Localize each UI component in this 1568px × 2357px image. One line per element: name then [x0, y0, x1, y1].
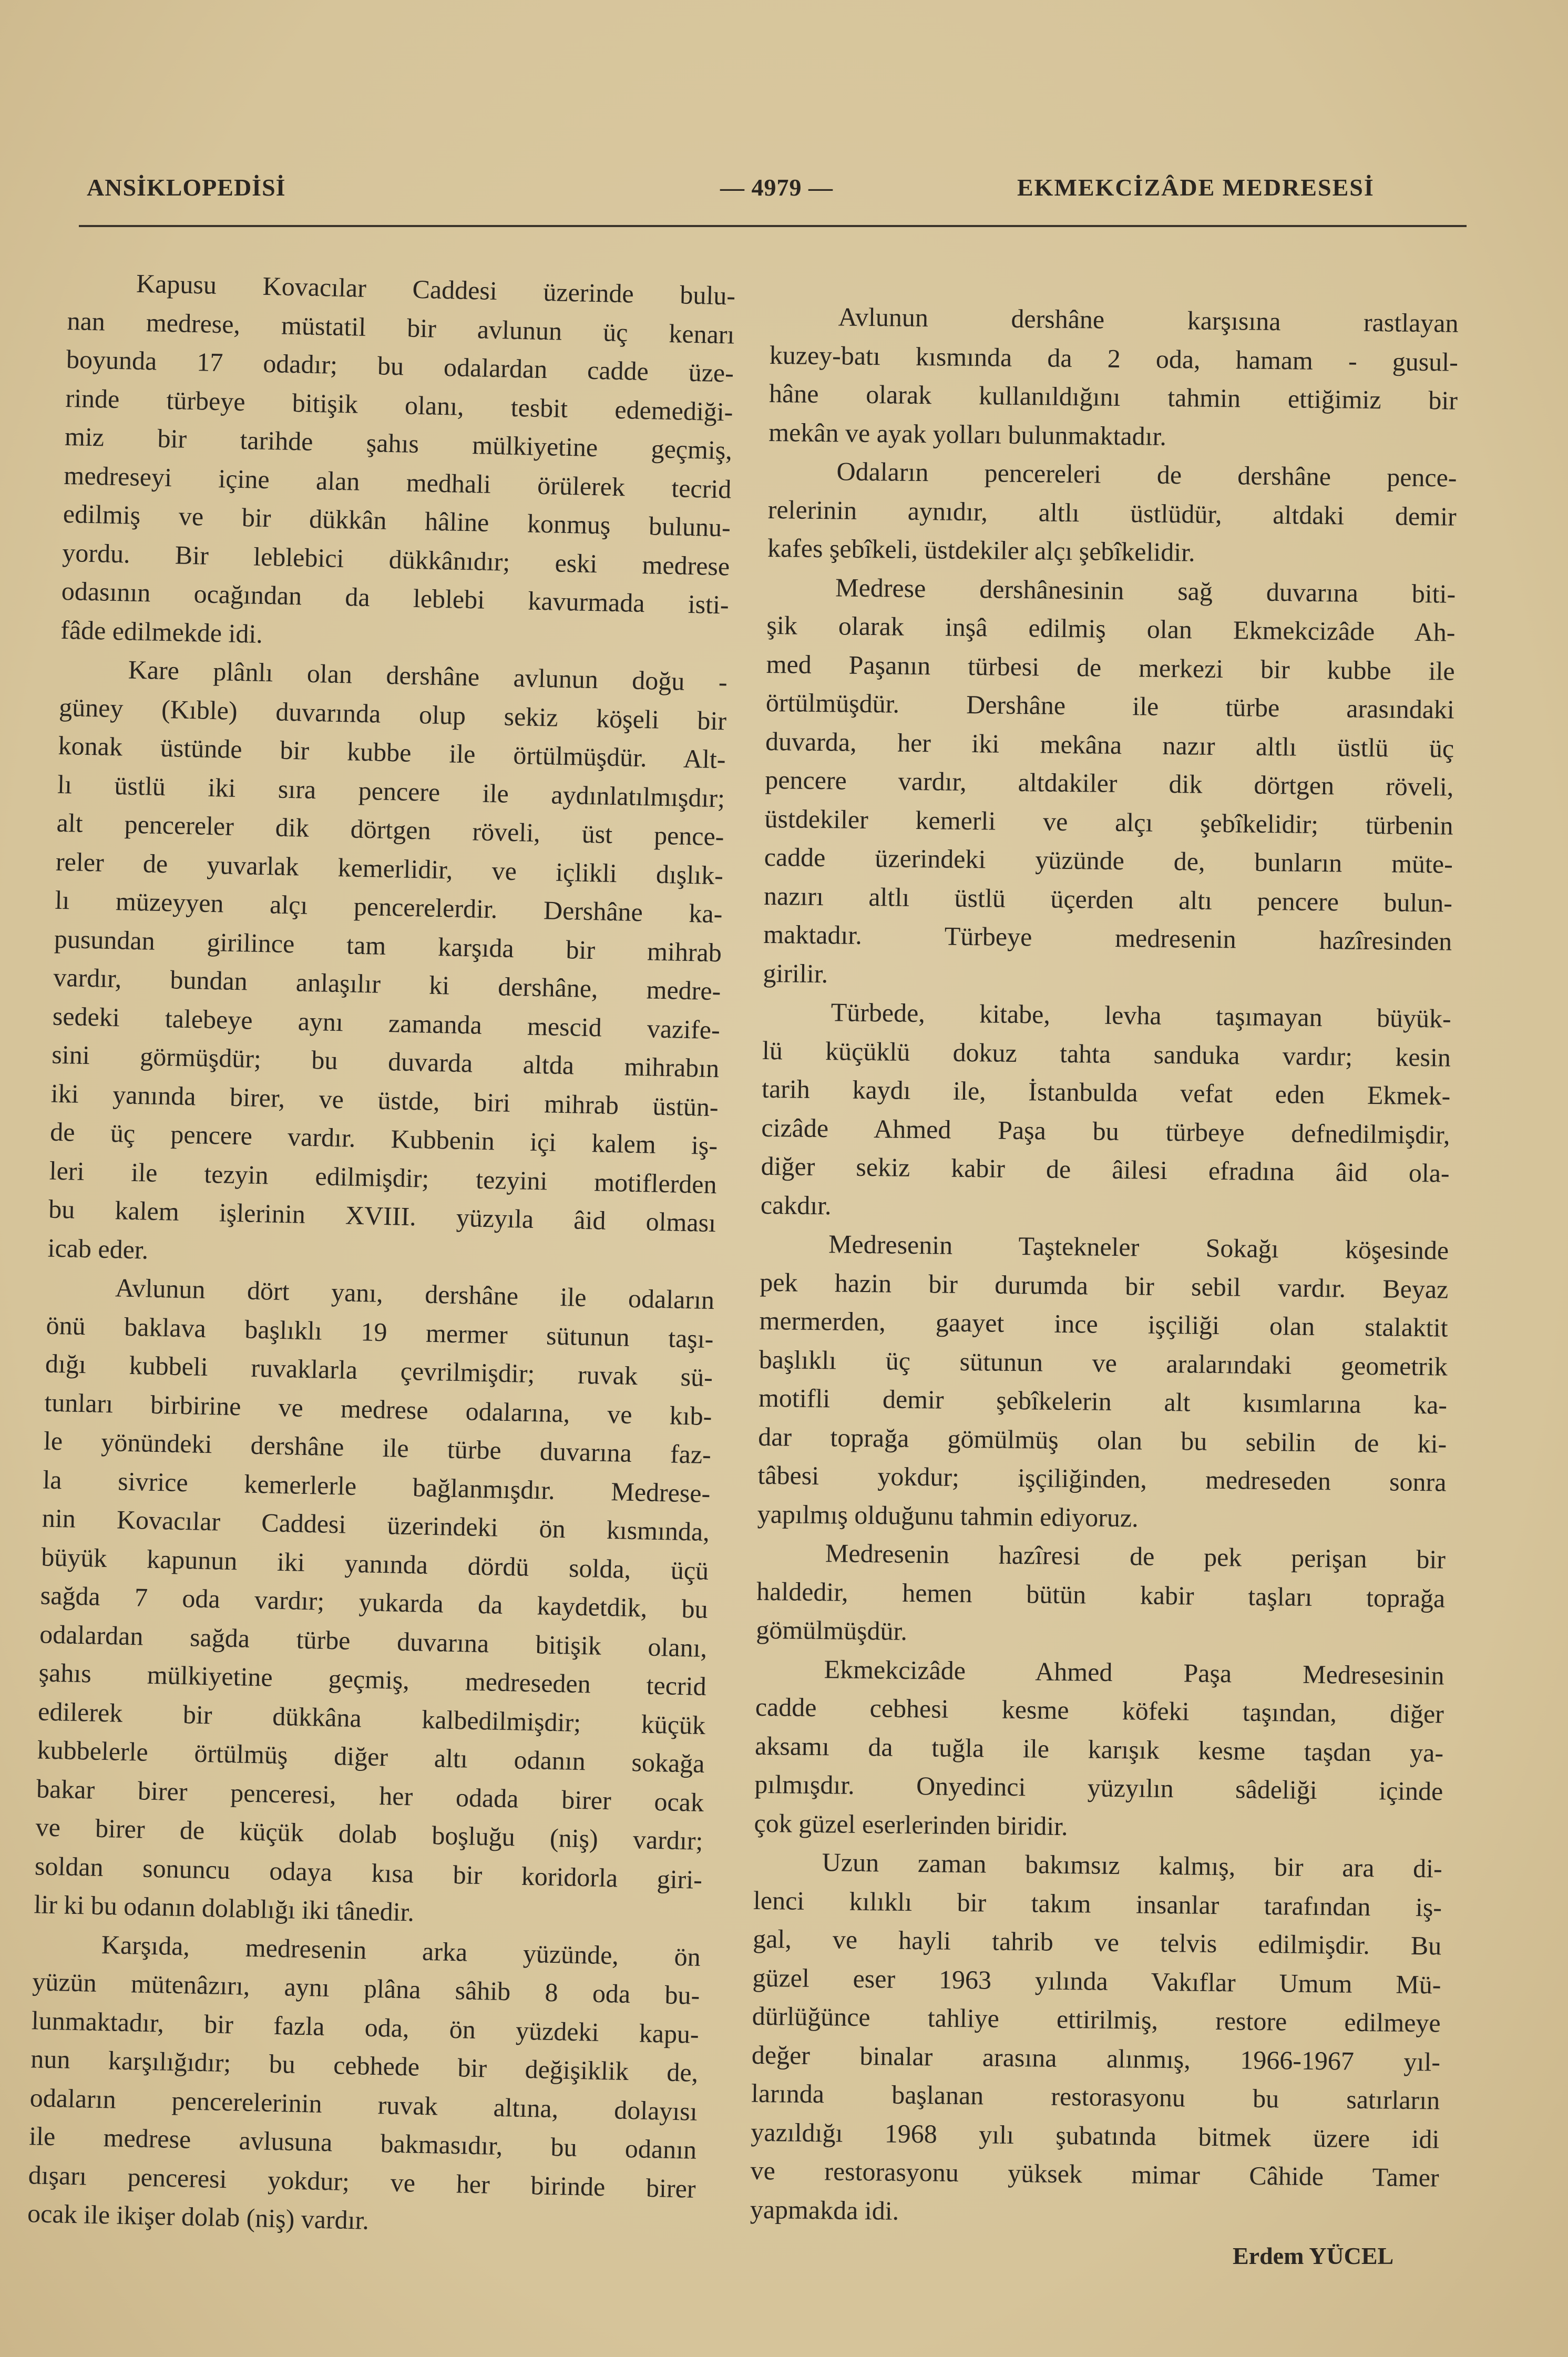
- text-line: Avlunun dershâne karşısına rastlayan: [838, 302, 1459, 338]
- text-line: alt pencereler dik dörtgen röveli, üst pence-: [56, 807, 725, 852]
- paragraph: [767, 452, 1457, 575]
- text-line: tâbesi yokdur; işçiliğinden, medreseden sonra: [757, 1460, 1447, 1497]
- text-line: ocak ile ikişer dolab (niş) vardır.: [27, 2198, 370, 2235]
- text-line: Avlunun dört yanı, dershâne ile odaların: [115, 1273, 715, 1315]
- text-line: Kare plânlı olan dershâne avlunun doğu -: [128, 654, 728, 697]
- text-line: yapmakda idi.: [750, 2194, 899, 2226]
- text-line: yazıldığı 1968 yılı şubatında bitmek üzere idi: [751, 2117, 1440, 2154]
- paragraph: [768, 297, 1459, 459]
- text-line: edilerek bir dükkâna kalbedilmişdir; küçük: [37, 1696, 706, 1740]
- text-line: gömülmüşdür.: [756, 1614, 908, 1646]
- running-header-title: EKMEKCİZÂDE MEDRESESİ: [1017, 174, 1375, 201]
- text-line: konak üstünde bir kubbe ile örtülmüşdür. Alt-: [58, 730, 726, 774]
- paragraph: [754, 1649, 1444, 1849]
- text-line: cadde cebhesi kesme köfeki taşından, diğer: [755, 1692, 1444, 1729]
- text-line: icab eder.: [47, 1233, 149, 1265]
- header-rule: [79, 225, 1467, 227]
- text-line: nazırı altlı üstlü üçerden altı pencere bulun-: [763, 880, 1453, 918]
- text-line: la sivrice kemerlerle bağlanmışdır. Medrese-: [42, 1464, 711, 1508]
- author-signature: Erdem YÜCEL: [1233, 2242, 1394, 2269]
- text-line: diğer sekiz kabir de âilesi efradına âid ola-: [761, 1151, 1450, 1188]
- paragraph: [763, 567, 1456, 999]
- text-line: miz bir tarihde şahıs mülkiyetine geçmiş,: [64, 421, 733, 465]
- text-line: bu kalem işlerinin XVIII. yüzyıla âid olması: [48, 1194, 716, 1238]
- text-line: cizâde Ahmed Paşa bu türbeye defnedilmişdir,: [761, 1112, 1450, 1150]
- text-line: girilir.: [763, 958, 828, 988]
- text-line: üstdekiler kemerli ve alçı şebîkelidir; türbenin: [764, 803, 1453, 841]
- text-line: de üç pencere vardır. Kubbenin içi kalem iş-: [49, 1116, 718, 1161]
- text-line: şik olarak inşâ edilmiş olan Ekmekcizâde Ah-: [766, 610, 1456, 647]
- text-line: aksamı da tuğla ile karışık kesme taşdan ya-: [754, 1730, 1444, 1768]
- paragraph: [34, 1267, 715, 1938]
- text-line: Uzun zaman bakımsız kalmış, bir ara di-: [822, 1847, 1443, 1883]
- text-line: güzel eser 1963 yılında Vakıflar Umum Mü-: [752, 1962, 1441, 2000]
- text-line: lı üstlü iki sıra pencere ile aydınlatılmışdır;: [57, 769, 725, 813]
- text-line: pencere vardır, altdakiler dik dörtgen röveli,: [765, 764, 1454, 802]
- text-column-right: [750, 297, 1459, 2236]
- text-line: değer binalar arasına alınmış, 1966-1967 yıl-: [751, 2040, 1441, 2077]
- text-line: mekân ve ayak yolları bulunmaktadır.: [768, 417, 1167, 451]
- text-line: cakdır.: [760, 1190, 832, 1220]
- paragraph: [761, 992, 1452, 1232]
- text-line: Medresenin hazîresi de pek perişan bir: [825, 1538, 1446, 1574]
- text-line: tarih kaydı ile, İstanbulda vefat eden Ekmek-: [761, 1073, 1451, 1111]
- text-line: yordu. Bir leblebici dükkânıdır; eski medrese: [62, 537, 730, 581]
- text-line: med Paşanın türbesi de merkezi bir kubbe ile: [766, 649, 1455, 686]
- text-line: örtülmüşdür. Dershâne ile türbe arasındaki: [765, 687, 1455, 724]
- text-line: odalardan sağda türbe duvarına bitişik olanı,: [39, 1618, 708, 1663]
- paragraph: [750, 1842, 1443, 2236]
- text-line: maktadır. Türbeye medresenin hazîresinden: [763, 919, 1452, 956]
- text-line: iki yanında birer, ve üstde, biri mihrab üstün-: [50, 1078, 719, 1122]
- text-line: boyunda 17 odadır; bu odalardan cadde üze-: [66, 344, 734, 388]
- paragraph: [757, 1224, 1449, 1541]
- text-line: edilmiş ve bir dükkân hâline konmuş bulunu-: [63, 498, 731, 542]
- text-line: büyük kapunun iki yanında dördü solda, üçü: [40, 1541, 709, 1585]
- text-line: fâde edilmekde idi.: [60, 614, 263, 649]
- text-line: dar toprağa gömülmüş olan bu sebilin de ki-: [758, 1421, 1447, 1459]
- text-line: nan medrese, müstatil bir avlunun üç kenarı: [67, 305, 735, 350]
- text-line: Kapusu Kovacılar Caddesi üzerinde bulu-: [136, 268, 736, 311]
- text-line: bakar birer penceresi, her odada birer ocak: [36, 1773, 704, 1817]
- text-line: nin Kovacılar Caddesi üzerindeki ön kısmında,: [42, 1503, 710, 1547]
- page-number: — 4979 —: [720, 174, 833, 201]
- paragraph: [27, 1924, 701, 2247]
- text-line: önü baklava başlıklı 19 mermer sütunun taşı-: [46, 1310, 714, 1354]
- text-line: pusundan girilince tam karşıda bir mihrab: [54, 924, 722, 967]
- paragraph: [756, 1533, 1446, 1656]
- text-line: lunmaktadır, bir fazla oda, ön yüzdeki kapu-: [31, 2005, 700, 2049]
- paragraph: [60, 263, 736, 663]
- text-line: yapılmış olduğunu tahmin ediyoruz.: [757, 1499, 1139, 1532]
- text-line: dışarı penceresi yokdur; ve her birinde birer: [28, 2159, 696, 2204]
- text-line: leri ile tezyin edilmişdir; tezyini motiflerden: [49, 1155, 718, 1199]
- text-line: Karşıda, medresenin arka yüzünde, ön: [101, 1929, 701, 1972]
- text-line: pek hazin bir durumda bir sebil vardır. Beyaz: [760, 1267, 1449, 1304]
- text-line: tunları birbirine ve medrese odalarına, ve kıb-: [44, 1387, 712, 1431]
- text-line: odaların pencerelerinin ruvak altına, dolayısı: [29, 2082, 698, 2126]
- text-line: dığı kubbeli ruvaklarla çevrilmişdir; ruvak sü-: [45, 1348, 713, 1392]
- text-line: şahıs mülkiyetine geçmiş, medreseden tecrid: [38, 1657, 707, 1702]
- text-line: larında başlanan restorasyonu bu satırların: [751, 2078, 1440, 2115]
- text-line: vardır, bundan anlaşılır ki dershâne, medre-: [53, 962, 721, 1006]
- text-line: sini görmüşdür; bu duvarda altda mihrabın: [51, 1039, 720, 1083]
- text-line: rinde türbeye bitişik olanı, tesbit edemediği-: [65, 383, 733, 427]
- text-line: mermerden, gaayet ince işçiliği olan stalaktit: [759, 1305, 1448, 1343]
- text-line: le yönündeki dershâne ile türbe duvarına faz-: [43, 1426, 712, 1470]
- text-line: gal, ve hayli tahrib ve telvis edilmişdir. Bu: [753, 1923, 1442, 1961]
- text-line: Medresenin Taştekneler Sokağı köşesinde: [828, 1229, 1449, 1265]
- text-line: haldedir, hemen bütün kabir taşları toprağa: [756, 1576, 1446, 1613]
- text-line: soldan sonuncu odaya kısa bir koridorla giri-: [34, 1850, 703, 1894]
- text-line: yüzün mütenâzırı, aynı plâna sâhib 8 oda bu-: [32, 1966, 700, 2010]
- text-line: lü küçüklü dokuz tahta sanduka vardır; kesin: [762, 1035, 1451, 1072]
- text-line: relerinin aynıdır, altlı üstlüdür, altdaki demir: [767, 494, 1457, 531]
- text-line: cadde üzerindeki yüzünde de, bunların müte-: [764, 842, 1453, 879]
- text-line: medreseyi içine alan medhali örülerek tecrid: [63, 460, 732, 504]
- text-line: lir ki bu odanın dolablığı iki tânedir.: [34, 1889, 415, 1927]
- text-line: ile medrese avlusuna bakmasıdır, bu odanın: [28, 2121, 697, 2165]
- paragraph: [47, 649, 727, 1281]
- text-line: çok güzel eserlerinden biridir.: [754, 1808, 1068, 1841]
- text-line: Türbede, kitabe, levha taşımayan büyük-: [831, 997, 1451, 1033]
- text-line: Ekmekcizâde Ahmed Paşa Medresesinin: [824, 1654, 1444, 1690]
- text-line: hâne olarak kullanıldığını tahmin ettiğimiz bir: [768, 378, 1458, 415]
- text-line: Odaların pencereleri de dershâne pence-: [836, 456, 1457, 493]
- text-line: lenci kılıklı bir takım insanlar tarafından iş-: [753, 1885, 1442, 1922]
- text-line: kubbelerle örtülmüş diğer altı odanın sokağa: [37, 1735, 705, 1778]
- text-line: sedeki talebeye aynı zamanda mescid vazife-: [52, 1001, 721, 1044]
- text-line: duvarda, her iki mekâna nazır altlı üstlü üç: [765, 726, 1454, 763]
- text-line: sağda 7 oda vardır; yukarda da kaydetdik, bu: [40, 1580, 709, 1624]
- text-line: ve restorasyonu yüksek mimar Câhide Tamer: [750, 2155, 1439, 2192]
- text-line: Medrese dershânesinin sağ duvarına biti-: [835, 572, 1456, 609]
- text-line: lı müzeyyen alçı pencerelerdir. Dershâne ka-: [55, 885, 723, 929]
- text-line: güney (Kıble) duvarında olup sekiz köşeli bir: [58, 692, 727, 735]
- text-line: kuzey-batı kısmında da 2 oda, hamam - gusul-: [769, 340, 1459, 377]
- text-line: motifli demir şebîkelerin alt kısımlarına ka-: [758, 1382, 1448, 1420]
- text-line: başlıklı üç sütunun ve aralarındaki geometrik: [759, 1344, 1448, 1381]
- running-header-left: ANSİKLOPEDİSİ: [87, 174, 286, 201]
- text-line: pılmışdır. Onyedinci yüzyılın sâdeliği içinde: [754, 1769, 1443, 1806]
- text-column-left: [27, 263, 735, 2247]
- text-line: odasının ocağından da leblebi kavurmada isti-: [61, 576, 730, 620]
- text-line: reler de yuvarlak kemerlidir, ve içlikli dışlık-: [55, 846, 724, 890]
- text-line: nun karşılığıdır; bu cebhede bir değişiklik de,: [30, 2044, 699, 2087]
- text-line: kafes şebîkeli, üstdekiler alçı şebîkelidir.: [767, 532, 1195, 567]
- text-line: ve birer de küçük dolab boşluğu (niş) vardır;: [35, 1812, 703, 1856]
- text-line: dürlüğünce tahliye ettirilmiş, restore edilmeye: [752, 2001, 1441, 2038]
